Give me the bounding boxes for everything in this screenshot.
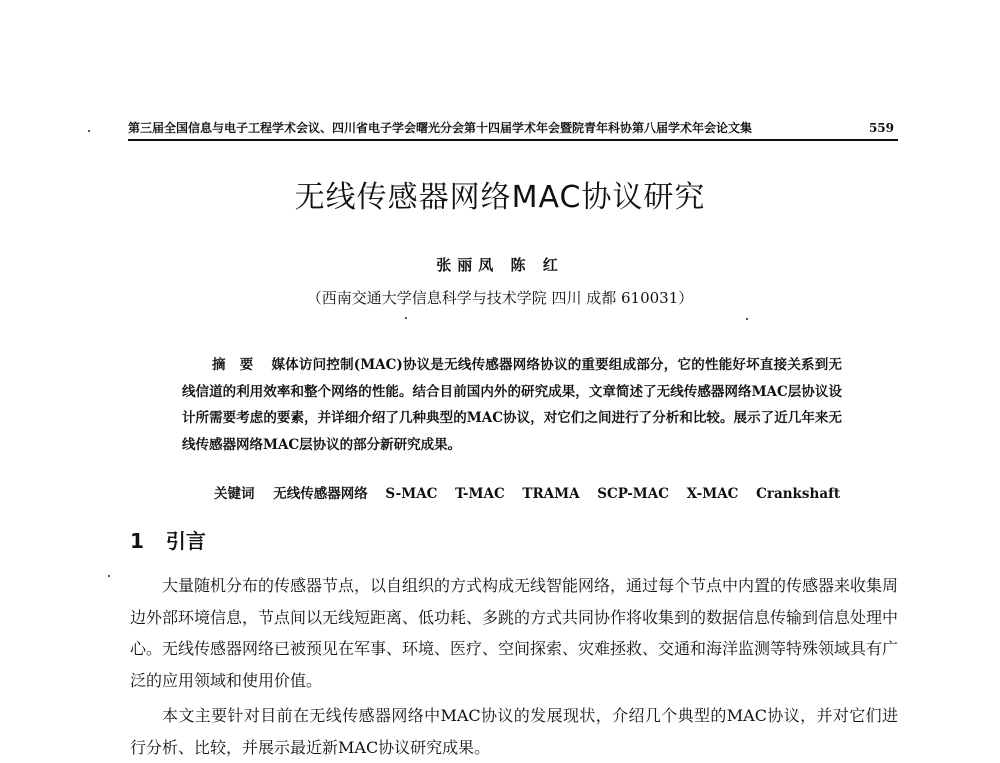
abstract (182, 352, 842, 458)
scan-speck (746, 318, 748, 320)
section-number: 1 (130, 529, 144, 553)
section-title: 引言 (165, 529, 206, 553)
paper-authors: 张丽凤 陈 红 (436, 256, 564, 274)
paper-affiliation: （西南交通大学信息科学与技术学院 四川 成都 610031） (306, 289, 694, 307)
paper-title: 无线传感器网络MAC协议研究 (294, 180, 706, 215)
section-heading (130, 525, 206, 554)
scan-speck (108, 575, 110, 577)
scan-speck (88, 130, 90, 132)
keyword-item: 无线传感器网络 (273, 486, 368, 502)
abstract-text: 媒体访问控制(MAC)协议是无线传感器网络协议的重要组成部分，它的性能好坏直接关系到无线信道的利用效率和整个网络的性能。结合目前国内外的研究成果，文章简述了无线传感器网络MAC层协议设计所需要考虑的要素，并详细介绍了几种典型的MAC协议，对它们之间进行了分析和比较。展示了近几年来无线传感器网络MAC层协议的部分新研究成果。 (182, 357, 842, 453)
keywords (214, 482, 854, 506)
keyword-item: T-MAC (455, 486, 505, 502)
body-paragraph: 本文主要针对目前在无线传感器网络中MAC协议的发展现状，介绍几个典型的MAC协议，并对它们进行分析、比较，并展示最近新MAC协议研究成果。 (130, 706, 898, 757)
body-paragraph: 大量随机分布的传感器节点，以自组织的方式构成无线智能网络，通过每个节点中内置的传感器来收集周边外部环境信息，节点间以无线短距离、低功耗、多跳的方式共同协作将收集到的数据信息传输到信息处理中心。无线传感器网络已被预见在军事、环境、医疗、空间探索、灾难拯救、交通和海洋监测等特殊领域具有广泛的应用领域和使用价值。 (130, 576, 899, 690)
keyword-item: Crankshaft (756, 486, 841, 502)
abstract-label: 摘要 (212, 357, 268, 373)
keyword-item: TRAMA (522, 486, 580, 502)
keywords-label: 关键词 (214, 486, 255, 502)
running-title: 第三届全国信息与电子工程学术会议、四川省电子学会曙光分会第十四届学术年会暨院青年科协第八届学术年会论文集 (128, 121, 753, 135)
keyword-item: S-MAC (385, 486, 438, 502)
scan-speck (405, 317, 407, 319)
keyword-item: SCP-MAC (597, 486, 669, 502)
running-header (128, 117, 898, 141)
page-number: 559 (868, 121, 894, 135)
keyword-item: X-MAC (686, 486, 739, 502)
